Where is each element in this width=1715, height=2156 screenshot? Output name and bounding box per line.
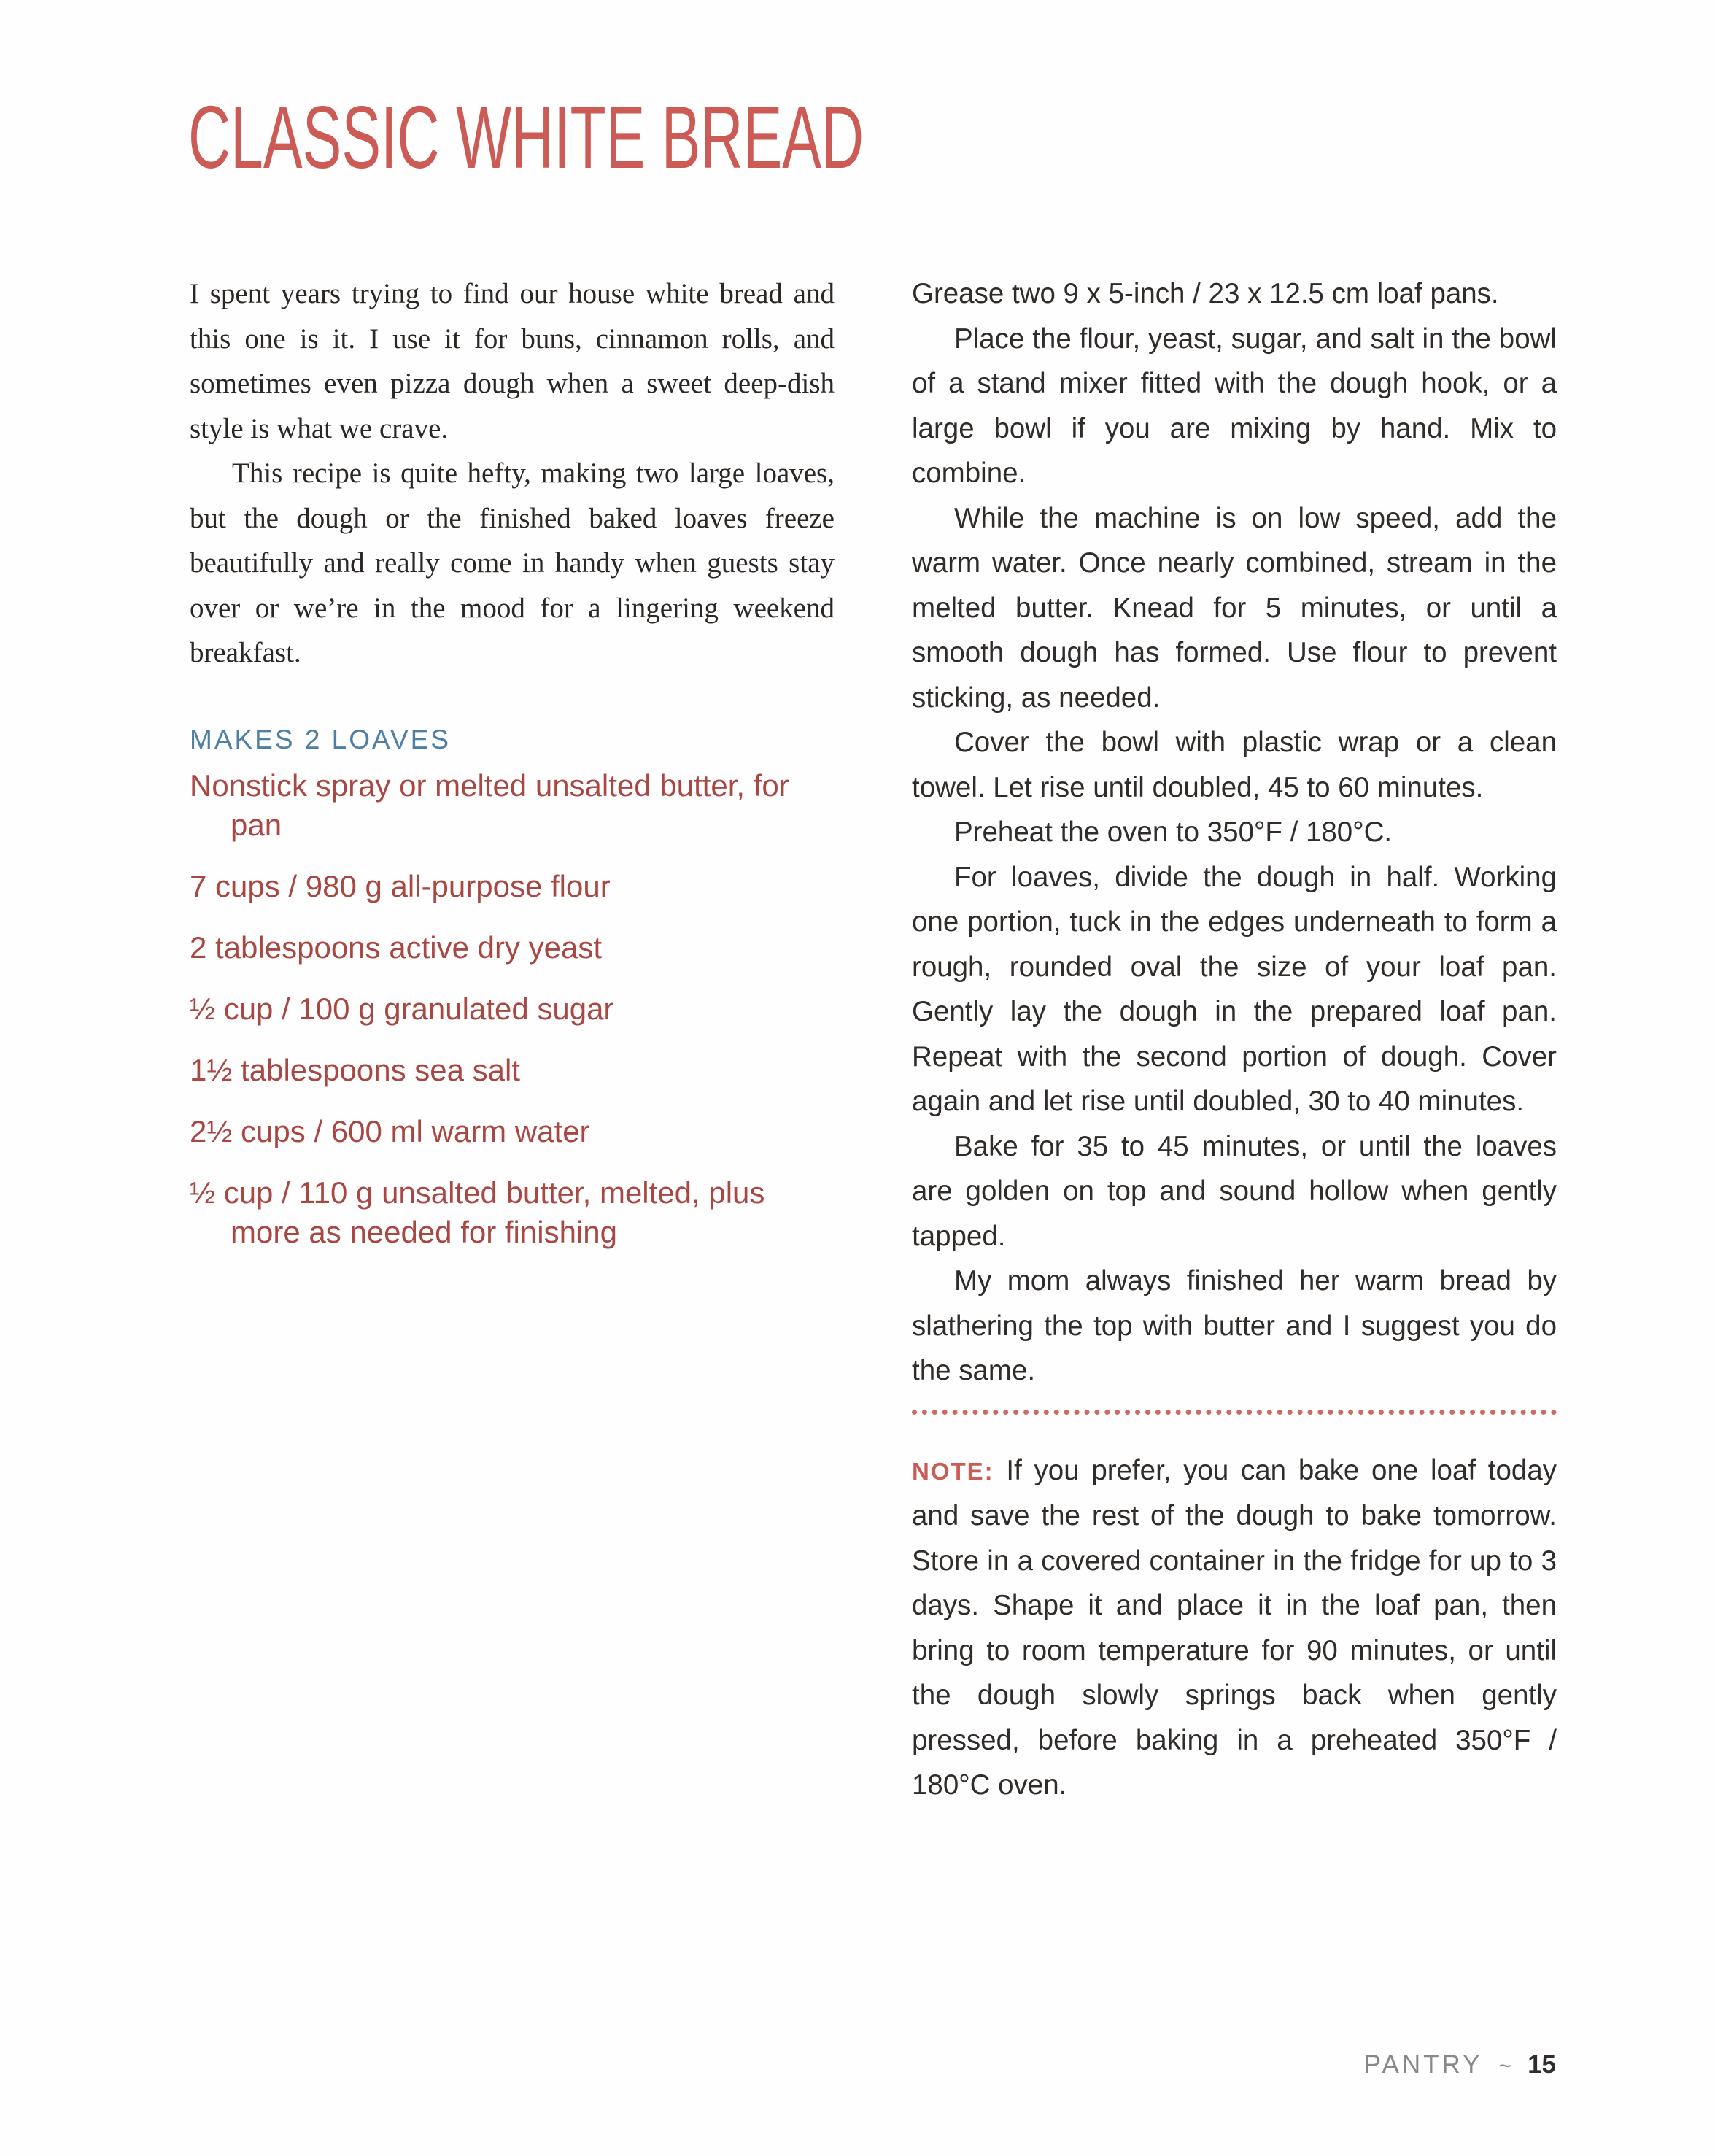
method-step: Cover the bowl with plastic wrap or a clean towel. Let rise until doubled, 45 to 60 minutes. [912, 727, 1557, 803]
recipe-title: CLASSIC WHITE BREAD [188, 88, 864, 187]
note-text: If you prefer, you can bake one loaf today and save the rest of the dough to bake tomorrow. Store in a covered container in the fridge for up to 3 days. Shape it and place it in the loaf pan, then bring to room temperature for 90 minutes, or until the dough slowly springs back when gently pressed, before baking in a preheated 350°F / 180°C oven. [912, 1454, 1557, 1801]
recipe-intro [190, 271, 835, 676]
method-step: For loaves, divide the dough in half. Working one portion, tuck in the edges underneath to form a rough, rounded oval the size of your loaf pan. Gently lay the dough in the prepared loaf pan. Repeat with the second portion of dough. Cover again and let rise until doubled, 30 to 40 minutes. [912, 861, 1557, 1117]
intro-paragraph: This recipe is quite hefty, making two large loaves, but the dough or the finished baked loaves freeze beautifully and really come in handy when guests stay over or we’re in the mood for a lingering weekend breakfast. [190, 457, 835, 668]
ingredient-item: ½ cup / 110 g unsalted butter, melted, plus more as needed for finishing [190, 1175, 765, 1249]
note-label: NOTE: [912, 1457, 994, 1485]
recipe-note [912, 1448, 1557, 1808]
method-step: Grease two 9 x 5-inch / 23 x 12.5 cm loaf pans. [912, 278, 1499, 309]
ingredient-item: 2½ cups / 600 ml warm water [190, 1113, 590, 1148]
right-column [912, 271, 1557, 1808]
section-name: PANTRY [1363, 2050, 1483, 2079]
ingredient-item: 2 tablespoons active dry yeast [190, 930, 602, 965]
dotted-divider [912, 1410, 1557, 1415]
ingredient-item: Nonstick spray or melted unsalted butter, for pan [190, 768, 789, 842]
ingredient-item: ½ cup / 100 g granulated sugar [190, 991, 614, 1026]
method-steps [912, 271, 1557, 1394]
note-paragraph [912, 1448, 1557, 1808]
ingredient-list [190, 766, 835, 1252]
method-step: Place the flour, yeast, sugar, and salt in the bowl of a stand mixer fitted with the dough hook, or a large bowl if you are mixing by hand. Mix to combine. [912, 322, 1557, 489]
method-step: Preheat the oven to 350°F / 180°C. [954, 816, 1393, 848]
recipe-yield: MAKES 2 LOAVES [190, 724, 451, 754]
tilde-separator: ~ [1498, 2054, 1512, 2078]
page-number: 15 [1528, 2050, 1556, 2079]
ingredient-item: 1½ tablespoons sea salt [190, 1052, 520, 1087]
method-step: While the machine is on low speed, add the warm water. Once nearly combined, stream in the melted butter. Knead for 5 minutes, or until a smooth dough has formed. Use flour to prevent sticking, as needed. [912, 502, 1557, 714]
intro-paragraph: I spent years trying to find our house white bread and this one is it. I use it for buns, cinnamon rolls, and sometimes even pizza dough when a sweet deep-dish style is what we crave. [190, 278, 835, 444]
left-column [190, 271, 835, 1274]
method-step: My mom always finished her warm bread by slathering the top with butter and I suggest you do the same. [912, 1265, 1557, 1386]
method-step: Bake for 35 to 45 minutes, or until the loaves are golden on top and sound hollow when gently tapped. [912, 1130, 1557, 1252]
ingredient-item: 7 cups / 980 g all-purpose flour [190, 868, 611, 903]
page-footer [1364, 2047, 1556, 2084]
